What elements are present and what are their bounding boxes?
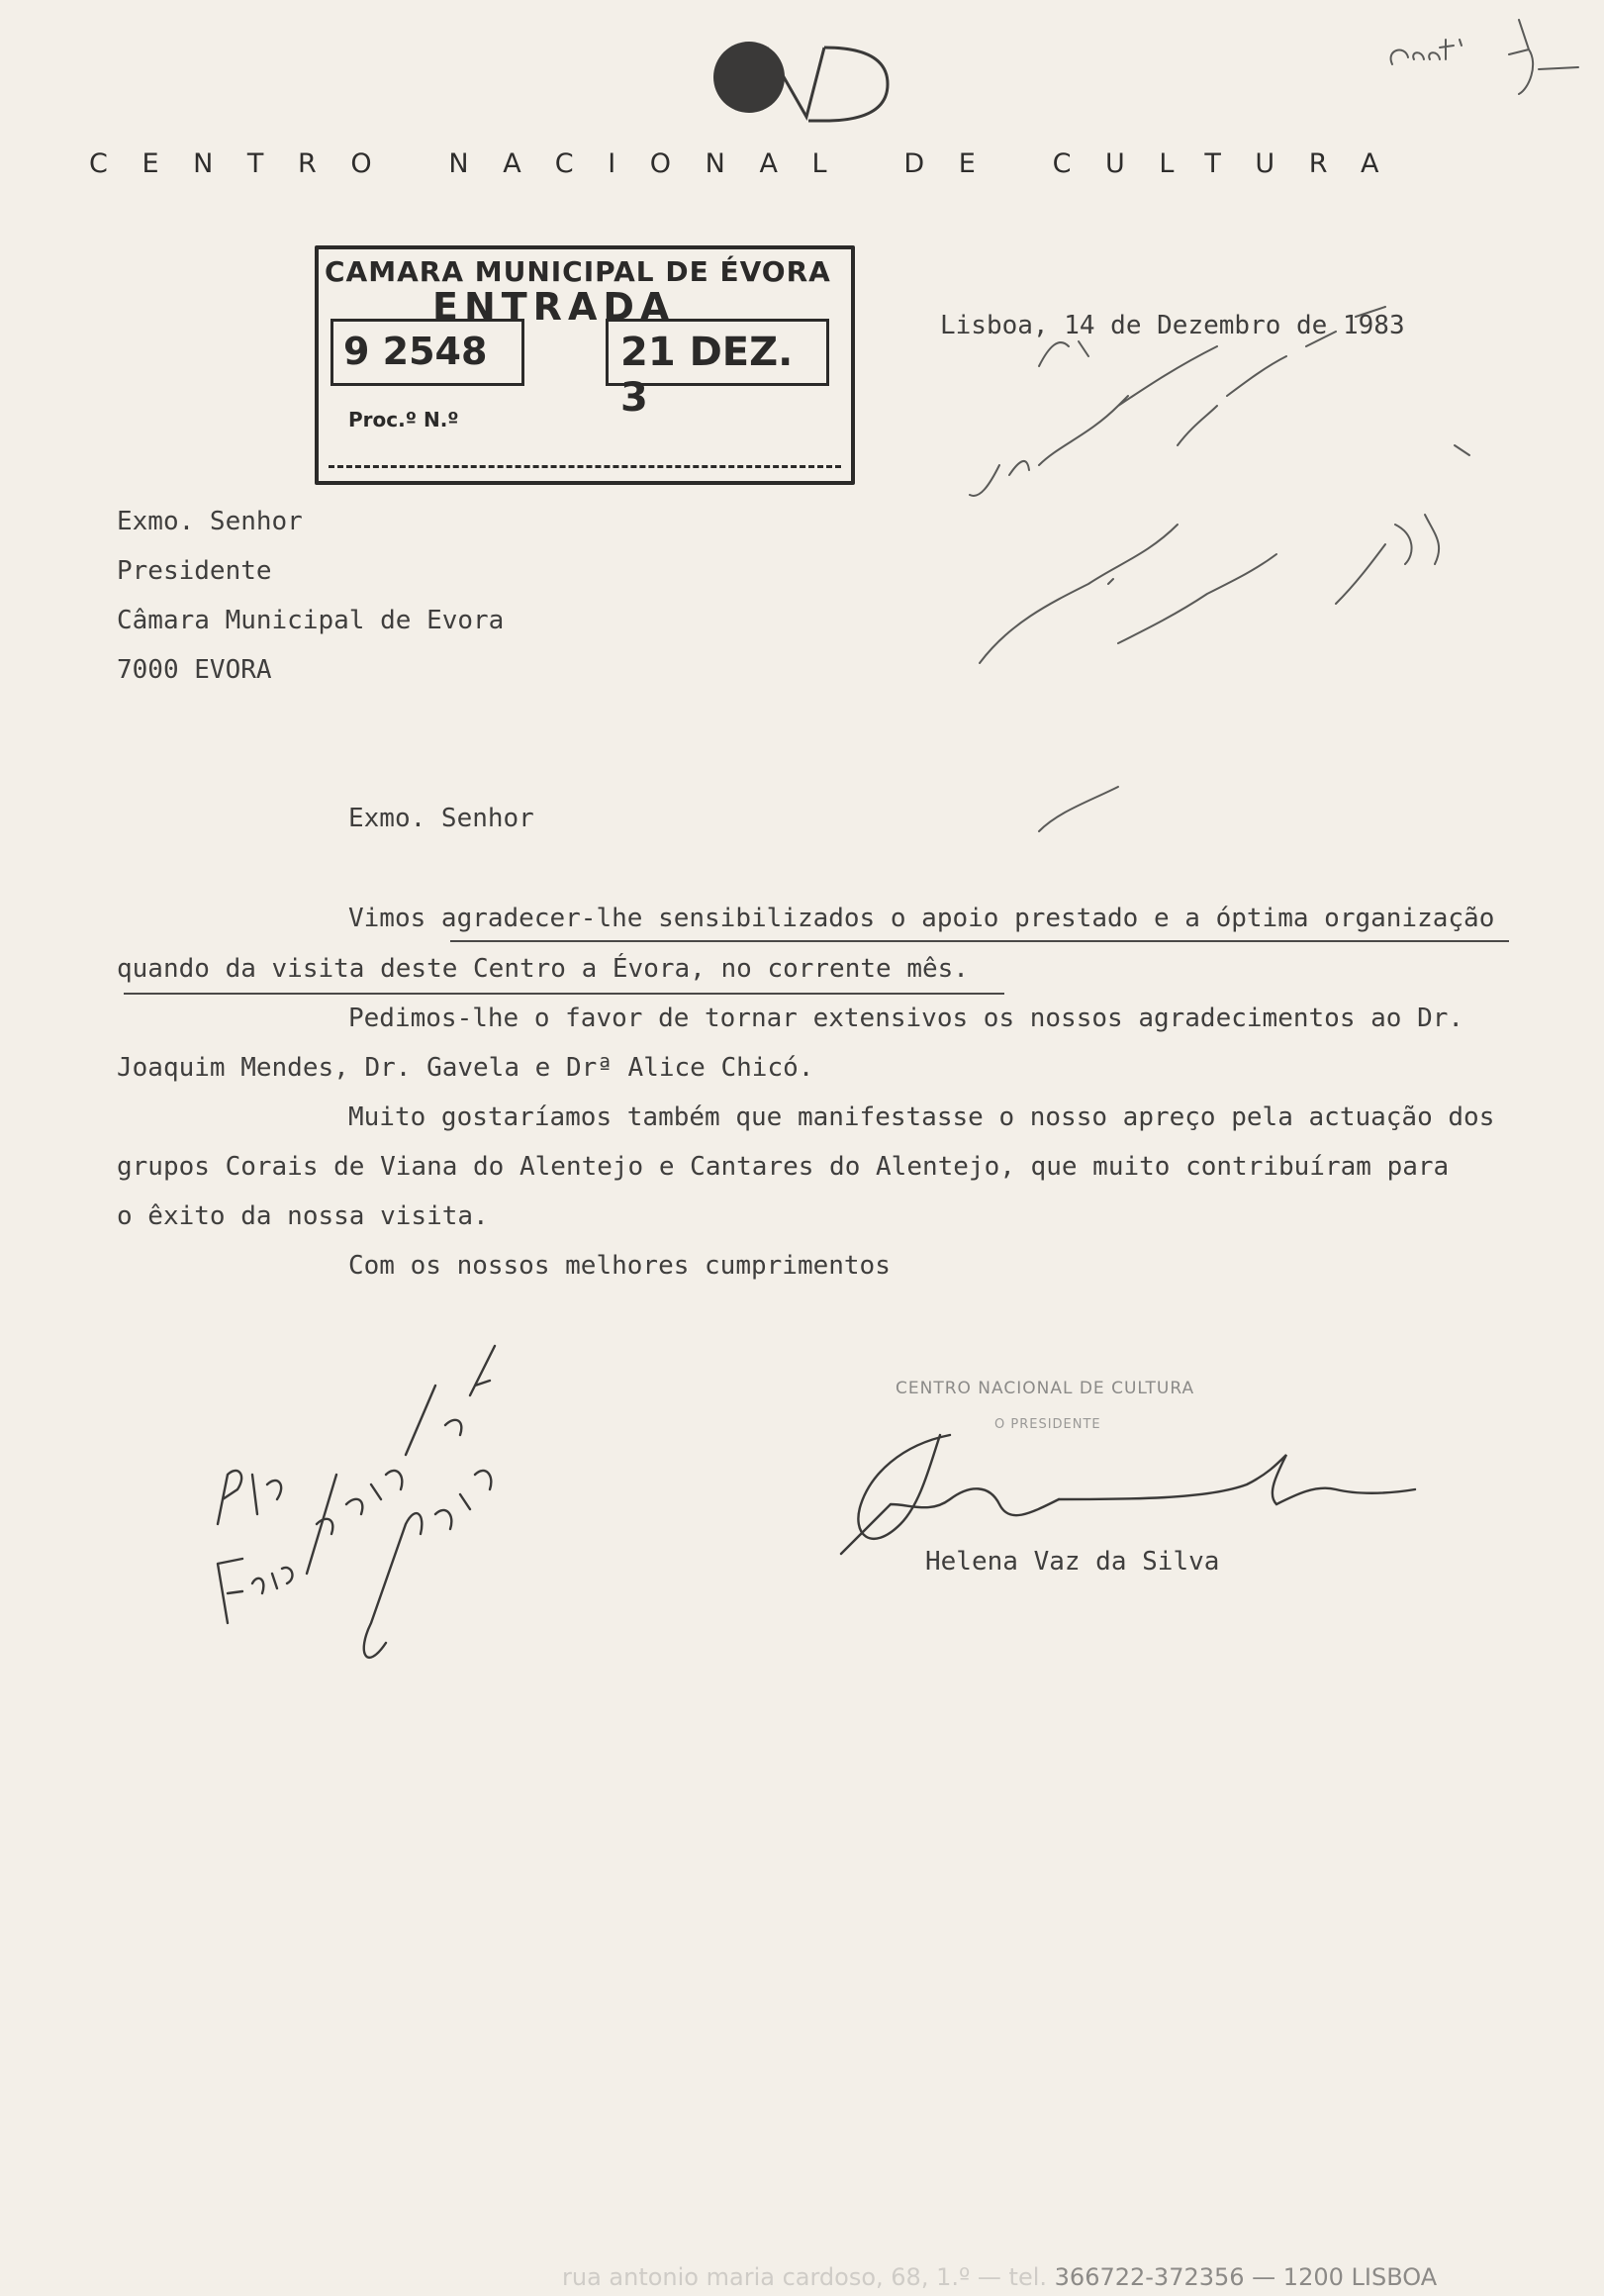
body-line-7: o êxito da nossa visita. xyxy=(117,1201,489,1231)
stamp-bottom-rule xyxy=(329,465,841,468)
footer-address-faded: rua antonio maria cardoso, 68, 1.º — tel. xyxy=(562,2263,1055,2291)
stamp-title: CAMARA MUNICIPAL DE ÉVORA xyxy=(325,255,831,288)
cnc-logo-icon xyxy=(698,30,905,129)
footer-address xyxy=(562,2263,1437,2291)
letter-date: Lisboa, 14 de Dezembro de 1983 xyxy=(940,311,1405,340)
stamp-date: 21 DEZ. 3 xyxy=(620,330,794,421)
body-line-6: grupos Corais de Viana do Alentejo e Cantares do Alentejo, que muito contribuíram para xyxy=(117,1152,1450,1182)
footer-address-phone: 366722-372356 — 1200 LISBOA xyxy=(1054,2263,1438,2291)
handwritten-annotation xyxy=(920,287,1554,841)
handwritten-signature xyxy=(831,1405,1445,1564)
signature-stamp-org: CENTRO NACIONAL DE CULTURA xyxy=(896,1379,1195,1398)
body-line-1: Vimos agradecer-lhe sensibilizados o apoio prestado e a óptima organização xyxy=(348,904,1495,933)
address-line-3: Câmara Municipal de Evora xyxy=(117,606,505,635)
address-line-4: 7000 EVORA xyxy=(117,655,272,685)
stamp-date-box xyxy=(606,319,829,421)
address-line-1: Exmo. Senhor xyxy=(117,507,303,536)
stamp-entry-label: ENTRADA xyxy=(432,285,676,329)
body-line-5: Muito gostaríamos também que manifestasse o nosso apreço pela actuação dos xyxy=(348,1102,1495,1132)
body-line-8: Com os nossos melhores cumprimentos xyxy=(348,1251,891,1281)
handwritten-underline-2 xyxy=(124,993,1004,995)
stamp-number-box xyxy=(330,319,524,386)
handwritten-underline-1 xyxy=(450,940,1509,942)
body-line-2: quando da visita deste Centro a Évora, no corrente mês. xyxy=(117,954,969,984)
received-stamp xyxy=(315,245,855,485)
handwritten-note-top-right xyxy=(1380,10,1598,99)
body-line-4: Joaquim Mendes, Dr. Gavela e Drª Alice Chicó. xyxy=(117,1053,814,1083)
stamp-number: 9 2548 xyxy=(343,330,488,373)
handwritten-note-bottom-left xyxy=(198,1326,515,1682)
stamp-proc-label: Proc.º N.º xyxy=(348,408,459,431)
body-line-3: Pedimos-lhe o favor de tornar extensivos os nossos agradecimentos ao Dr. xyxy=(348,1004,1464,1033)
org-name: CENTRO NACIONAL DE CULTURA xyxy=(89,148,1414,179)
address-line-2: Presidente xyxy=(117,556,272,586)
signer-name: Helena Vaz da Silva xyxy=(925,1547,1220,1577)
salutation: Exmo. Senhor xyxy=(348,804,534,833)
signature-stamp-title: O PRESIDENTE xyxy=(994,1417,1101,1432)
